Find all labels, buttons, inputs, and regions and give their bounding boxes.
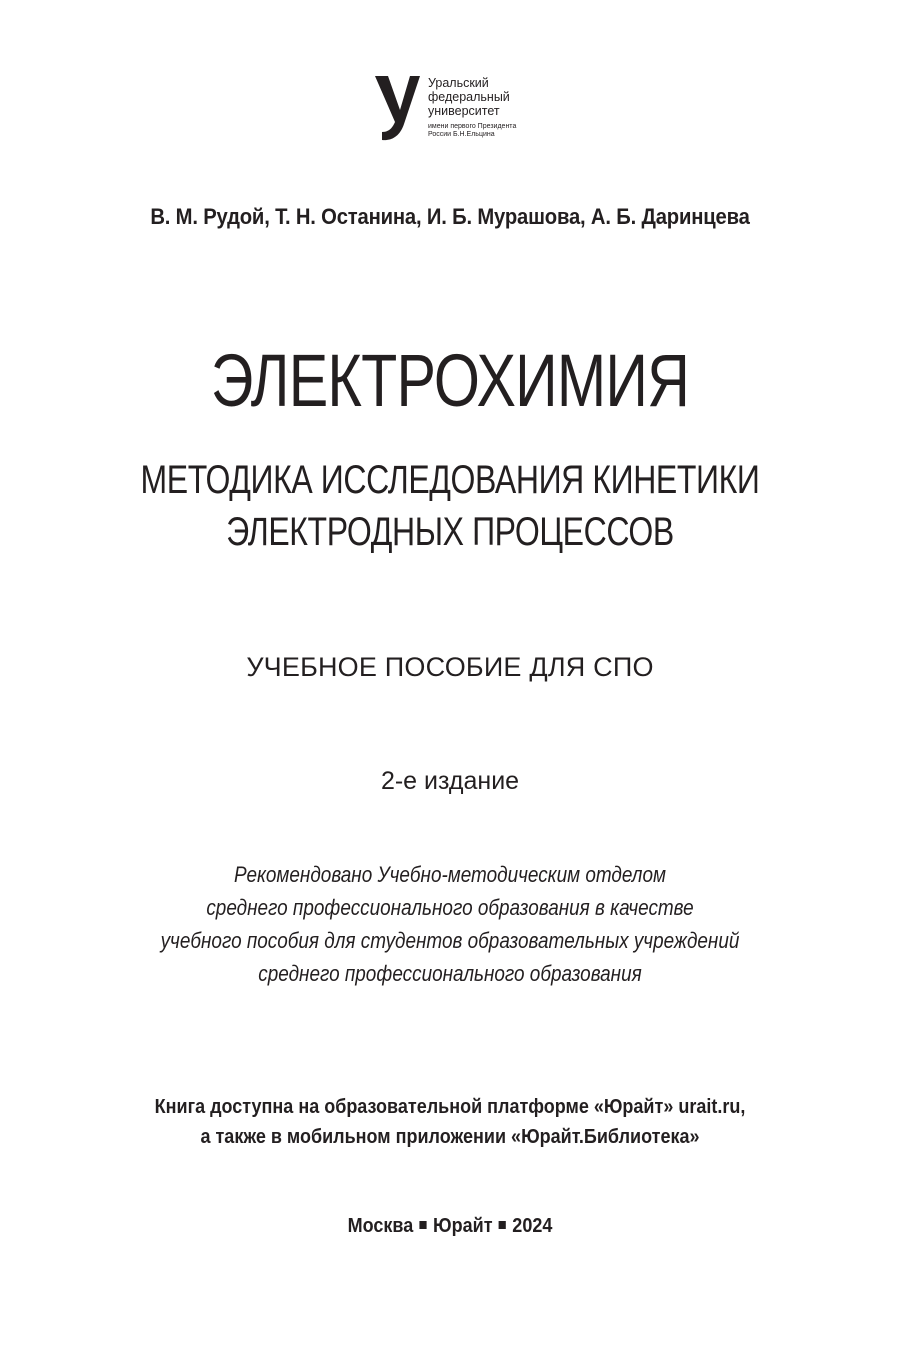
imprint: [45, 1215, 855, 1238]
separator-square-icon: [499, 1221, 506, 1229]
platform-line2: а также в мобильном приложении «Юрайт.Библиотека»: [200, 1126, 700, 1148]
platform-line1: Книга доступна на образовательной платформе «Юрайт» urait.ru,: [154, 1096, 746, 1118]
recommendation-line4: среднего профессионального образования: [258, 961, 642, 986]
imprint-year: 2024: [512, 1215, 553, 1237]
urfu-logo-icon: [374, 74, 422, 142]
university-name-line1: Уральский: [428, 76, 489, 90]
authors: В. М. Рудой, Т. Н. Останина, И. Б. Мурашова, А. Б. Даринцева: [150, 204, 750, 229]
platform-note: [45, 1092, 855, 1152]
university-name: [428, 76, 510, 118]
edition: 2-е издание: [380, 767, 520, 795]
subtitle-line1: МЕТОДИКА ИССЛЕДОВАНИЯ КИНЕТИКИ: [140, 458, 760, 502]
imprint-publisher: Юрайт: [433, 1215, 493, 1237]
separator-square-icon: [420, 1221, 427, 1229]
recommendation-line1: Рекомендовано Учебно-методическим отделом: [234, 862, 666, 887]
university-name-line2: федеральный: [428, 90, 510, 104]
university-subtitle-line2: России Б.Н.Ельцина: [428, 131, 495, 138]
book-kind: УЧЕБНОЕ ПОСОБИЕ ДЛЯ СПО: [246, 652, 654, 682]
imprint-city: Москва: [347, 1215, 414, 1237]
university-subtitle: [428, 123, 516, 139]
recommendation-line2: среднего профессионального образования в качестве: [206, 895, 694, 920]
university-name-line3: университет: [428, 104, 500, 118]
university-logo: [374, 74, 534, 144]
university-subtitle-line1: имени первого Президента: [428, 123, 517, 130]
book-title: ЭЛЕКТРОХИМИЯ: [210, 339, 690, 422]
subtitle-line2: ЭЛЕКТРОДНЫХ ПРОЦЕССОВ: [226, 510, 674, 554]
book-subtitle: [90, 454, 810, 558]
recommendation: [63, 858, 837, 990]
recommendation-line3: учебного пособия для студентов образовательных учреждений: [160, 928, 740, 953]
